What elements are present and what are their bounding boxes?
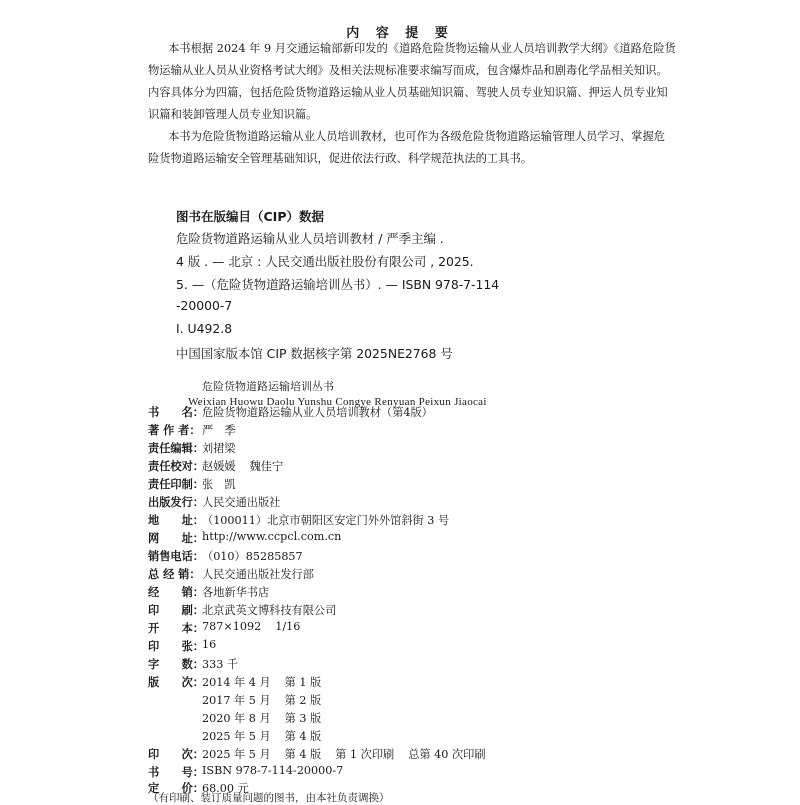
series-pinyin: Weixian Huowu Daolu Yunshu Congye Renyuan Peixun Jiaocai <box>188 396 487 408</box>
colophon-label-sales-phone: 销售电话： <box>148 550 204 563</box>
colophon-value-printing: 2025 年 5 月 第 4 版 第 1 次印刷 总第 40 次印刷 <box>202 748 486 761</box>
colophon-label-publisher: 出版发行： <box>148 496 204 509</box>
summary-p1-line-1: 本书根据 2024 年 9 月交通运输部新印发的《道路危险货物运输从业人员培训教学大纲》《道路危险货 <box>168 42 676 55</box>
colophon-value-website: http://www.ccpcl.com.cn <box>202 530 342 543</box>
colophon-value-printer: 北京武英文博科技有限公司 <box>202 604 337 617</box>
colophon-value-edition-3: 2020 年 8 月 第 3 版 <box>202 712 322 725</box>
colophon-value-edition-4: 2025 年 5 月 第 4 版 <box>202 730 322 743</box>
colophon-value-distributor: 人民交通出版社发行部 <box>202 568 314 581</box>
colophon-label-price: 定 价： <box>148 782 204 795</box>
colophon-label-editor: 责任编辑： <box>148 442 204 455</box>
colophon-label-print-manager: 责任印制： <box>148 478 204 491</box>
colophon-value-price: 68.00 元 <box>202 782 249 795</box>
colophon-label-printer: 印 刷： <box>148 604 204 617</box>
colophon-label-sheets: 印 张： <box>148 640 204 653</box>
colophon-label-distributor: 总 经 销： <box>148 568 201 581</box>
summary-p1-line-2: 物运输从业人员从业资格考试大纲》及相关法规标准要求编写而成，包含爆炸品和剧毒化学品相关知识。 <box>148 64 668 77</box>
cip-line-1: 危险货物道路运输从业人员培训教材 / 严季主编 . <box>176 231 444 246</box>
colophon-value-publisher: 人民交通出版社 <box>202 496 281 509</box>
summary-title: 内 容 提 要 <box>346 26 454 41</box>
colophon-value-address: （100011）北京市朝阳区安定门外外馆斜街 3 号 <box>202 514 450 527</box>
colophon-value-retailer: 各地新华书店 <box>202 586 270 599</box>
cip-line-3: 5. —（危险货物道路运输培训丛书）. — ISBN 978-7-114 <box>176 277 500 292</box>
colophon-value-edition-1: 2014 年 4 月 第 1 版 <box>202 676 322 689</box>
colophon-label-edition: 版 次： <box>148 676 204 689</box>
colophon-label-retailer: 经 销： <box>148 586 204 599</box>
colophon-label-author: 著 作 者： <box>148 424 201 437</box>
colophon-value-proofreader: 赵媛媛 魏佳宁 <box>202 460 284 473</box>
summary-p2-line-1: 本书为危险货物道路运输从业人员培训教材，也可作为各级危险货物道路运输管理人员学习、掌握危 <box>168 130 666 143</box>
footer-note: （有印刷、装订质量问题的图书，由本社负责调换） <box>148 792 390 804</box>
colophon-label-word-count: 字 数： <box>148 658 204 671</box>
colophon-label-website: 网 址： <box>148 532 204 545</box>
colophon-label-isbn: 书 号： <box>148 766 204 779</box>
colophon-value-isbn: ISBN 978-7-114-20000-7 <box>202 764 344 777</box>
summary-p2-line-2: 险货物道路运输安全管理基础知识，促进依法行政、科学规范执法的工具书。 <box>148 152 533 165</box>
cip-line-5: Ⅰ. U492.8 <box>176 321 233 336</box>
colophon-label-title: 书 名： <box>148 406 204 419</box>
colophon-value-print-manager: 张 凯 <box>202 478 236 491</box>
summary-p1-line-3: 内容具体分为四篇，包括危险货物道路运输从业人员基础知识篇、驾驶人员专业知识篇、押运人员专业知 <box>148 86 668 99</box>
colophon-value-editor: 刘捃梁 <box>202 442 236 455</box>
cip-line-4: -20000-7 <box>176 298 233 313</box>
colophon-value-format: 787×1092 1/16 <box>202 620 301 633</box>
colophon-label-address: 地 址： <box>148 514 204 527</box>
colophon-value-title: 危险货物道路运输从业人员培训教材（第4版） <box>202 406 433 419</box>
colophon-value-sales-phone: （010）85285857 <box>202 550 303 563</box>
colophon-value-sheets: 16 <box>202 638 217 651</box>
cip-line-2: 4 版 . — 北京 : 人民交通出版社股份有限公司 , 2025. <box>176 254 474 269</box>
cip-line-6: 中国国家版本馆 CIP 数据核字第 2025NE2768 号 <box>176 346 453 361</box>
series-title: 危险货物道路运输培训丛书 <box>202 380 334 393</box>
colophon-value-edition-2: 2017 年 5 月 第 2 版 <box>202 694 322 707</box>
colophon-label-proofreader: 责任校对： <box>148 460 204 473</box>
summary-p1-line-4: 识篇和装卸管理人员专业知识篇。 <box>148 108 318 121</box>
colophon-value-word-count: 333 千 <box>202 658 239 671</box>
cip-heading: 图书在版编目（CIP）数据 <box>176 209 324 224</box>
colophon-value-author: 严 季 <box>202 424 236 437</box>
colophon-label-printing: 印 次： <box>148 748 204 761</box>
colophon-label-format: 开 本： <box>148 622 204 635</box>
